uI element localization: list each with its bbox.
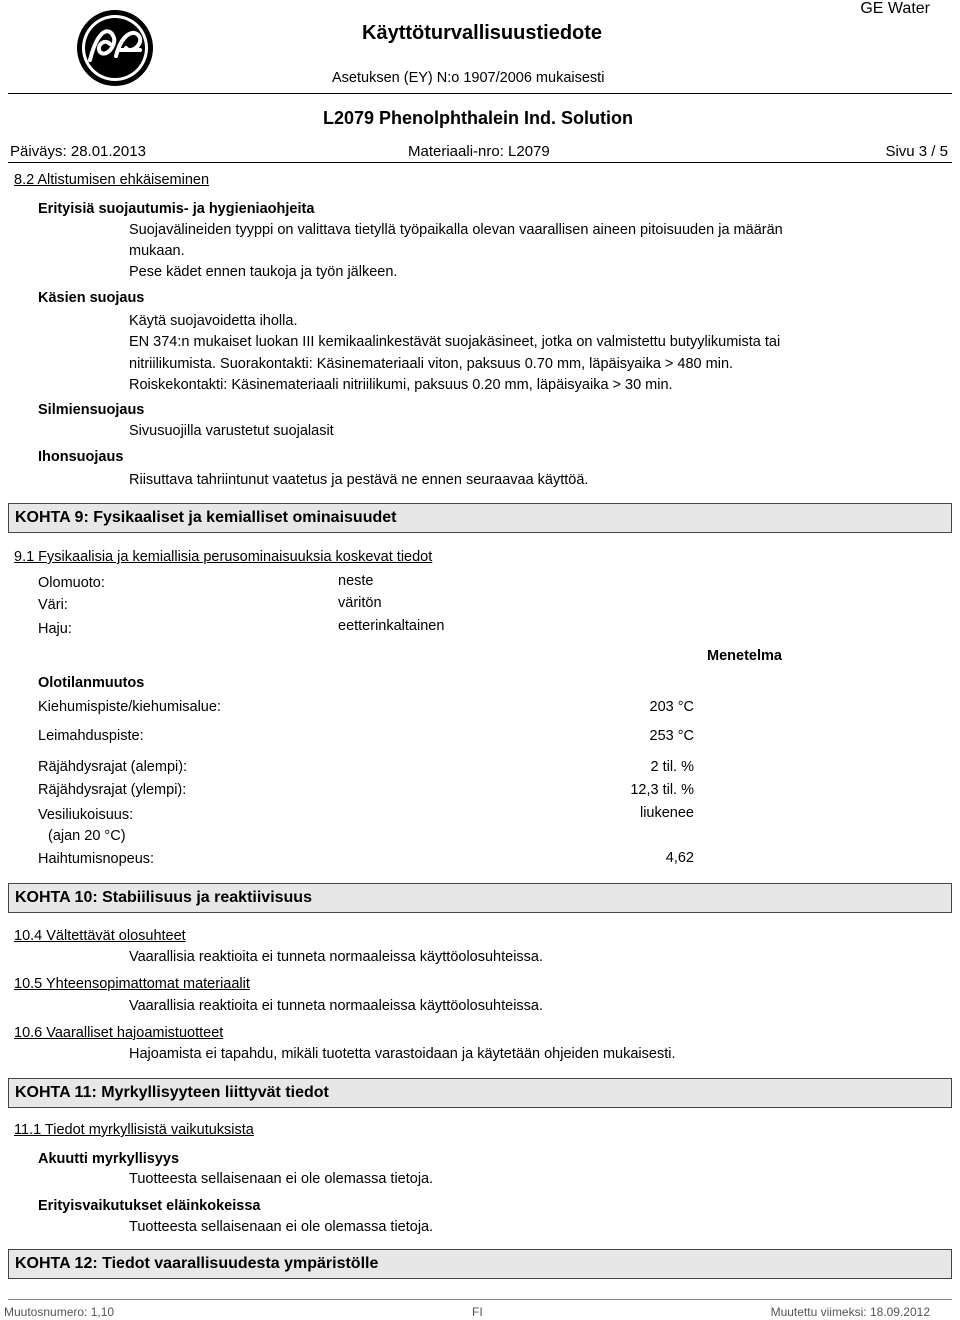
section-10-band [8, 883, 952, 913]
material-number: Materiaali-nro: L2079 [408, 143, 550, 160]
section-10-6-text: Hajoamista ei tapahdu, mikäli tuotetta varastoidaan ja käytetään ohjeiden mukaisesti. [129, 1046, 676, 1062]
document-date: Päiväys: 28.01.2013 [10, 143, 146, 160]
header-bottom-divider [8, 162, 952, 163]
odor-value: eetterinkaltainen [338, 618, 445, 634]
hygiene-text-3: Pese kädet ennen taukoja ja työn jälkeen. [129, 264, 398, 280]
skin-text: Riisuttava tahriintunut vaatetus ja pestävä ne ennen seuraavaa käyttöä. [129, 472, 589, 488]
language-code: FI [472, 1305, 483, 1319]
lower-limit-label: Räjähdysrajat (alempi): [38, 759, 188, 775]
state-change-heading: Olotilanmuutos [38, 675, 145, 691]
section-11-band [8, 1078, 952, 1108]
eyes-label: Silmiensuojaus [38, 402, 145, 418]
hands-label: Käsien suojaus [38, 290, 145, 306]
upper-limit-value: 12,3 til. % [630, 782, 694, 798]
hands-text-3: nitriilikumista. Suorakontakti: Käsinemateriaali viton, paksuus 0.70 mm, läpäisyaika > 480 min. [129, 356, 734, 372]
section-12-band [8, 1249, 952, 1279]
flash-value: 253 °C [649, 728, 694, 744]
section-10-title: KOHTA 10: Stabiilisuus ja reaktiivisuus [15, 889, 312, 906]
animal-tests-label: Erityisvaikutukset eläinkokeissa [38, 1198, 261, 1214]
section-11-1-heading: 11.1 Tiedot myrkyllisistä vaikutuksista [14, 1122, 254, 1138]
section-11-title: KOHTA 11: Myrkyllisyyteen liittyvät tiedot [15, 1084, 329, 1101]
hands-text-4: Roiskekontakti: Käsinemateriaali nitriilikumi, paksuus 0.20 mm, läpäisyaika > 30 min. [129, 377, 673, 393]
section-10-4-heading: 10.4 Vältettävät olosuhteet [14, 928, 186, 944]
animal-tests-text: Tuotteesta sellaisenaan ei ole olemassa tietoja. [129, 1219, 434, 1235]
footer-divider [8, 1299, 952, 1300]
revision-number: Muutosnumero: 1,10 [4, 1305, 115, 1319]
hygiene-label: Erityisiä suojautumis- ja hygieniaohjeita [38, 201, 315, 217]
boiling-label: Kiehumispiste/kiehumisalue: [38, 699, 221, 715]
flash-label: Leimahduspiste: [38, 728, 144, 744]
company-name: GE Water [860, 0, 930, 17]
odor-label: Haju: [38, 621, 72, 637]
header-divider [8, 93, 952, 94]
section-9-1-heading: 9.1 Fysikaalisia ja kemiallisia perusominaisuuksia koskevat tiedot [14, 549, 433, 565]
eyes-text: Sivusuojilla varustetut suojalasit [129, 423, 334, 439]
form-value: neste [338, 573, 374, 589]
form-label: Olomuoto: [38, 575, 105, 591]
last-modified: Muutettu viimeksi: 18.09.2012 [770, 1305, 930, 1319]
product-name: L2079 Phenolphthalein Ind. Solution [323, 108, 634, 128]
skin-label: Ihonsuojaus [38, 449, 124, 465]
acute-toxicity-text: Tuotteesta sellaisenaan ei ole olemassa tietoja. [129, 1171, 434, 1187]
section-10-5-heading: 10.5 Yhteensopimattomat materiaalit [14, 976, 250, 992]
section-8-2-heading: 8.2 Altistumisen ehkäiseminen [14, 172, 210, 188]
regulation-subtitle: Asetuksen (EY) N:o 1907/2006 mukaisesti [332, 70, 605, 86]
hands-text-2: EN 374:n mukaiset luokan III kemikaalinkestävät suojakäsineet, jotka on valmistettu butyylikumista tai [129, 334, 781, 350]
evaporation-label: Haihtumisnopeus: [38, 851, 155, 867]
section-9-title: KOHTA 9: Fysikaaliset ja kemialliset ominaisuudet [15, 509, 397, 526]
boiling-value: 203 °C [649, 699, 694, 715]
hygiene-text-2: mukaan. [129, 243, 185, 259]
method-column-header: Menetelma [707, 648, 782, 664]
section-10-5-text: Vaarallisia reaktioita ei tunneta normaaleissa käyttöolosuhteissa. [129, 998, 544, 1014]
section-12-title: KOHTA 12: Tiedot vaarallisuudesta ympäristölle [15, 1255, 379, 1272]
solubility-value: liukenee [639, 805, 694, 821]
lower-limit-value: 2 til. % [650, 759, 694, 775]
solubility-condition: (ajan 20 °C) [48, 828, 126, 844]
solubility-label: Vesiliukoisuus: [38, 807, 134, 823]
section-10-6-heading: 10.6 Vaaralliset hajoamistuotteet [14, 1025, 224, 1041]
color-value: väritön [338, 595, 382, 611]
color-label: Väri: [38, 597, 68, 613]
hygiene-text-1: Suojavälineiden tyyppi on valittava tietyllä työpaikalla olevan vaarallisen aineen pitoisuuden ja määrän [129, 222, 783, 238]
hands-text-1: Käytä suojavoidetta iholla. [129, 313, 298, 329]
document-title: Käyttöturvallisuustiedote [362, 22, 603, 44]
section-9-band [8, 503, 952, 533]
evaporation-value: 4,62 [665, 850, 694, 866]
page-number: Sivu 3 / 5 [885, 143, 948, 160]
upper-limit-label: Räjähdysrajat (ylempi): [38, 782, 187, 798]
section-10-4-text: Vaarallisia reaktioita ei tunneta normaaleissa käyttöolosuhteissa. [129, 949, 544, 965]
ge-logo [70, 8, 160, 88]
acute-toxicity-label: Akuutti myrkyllisyys [38, 1151, 180, 1167]
